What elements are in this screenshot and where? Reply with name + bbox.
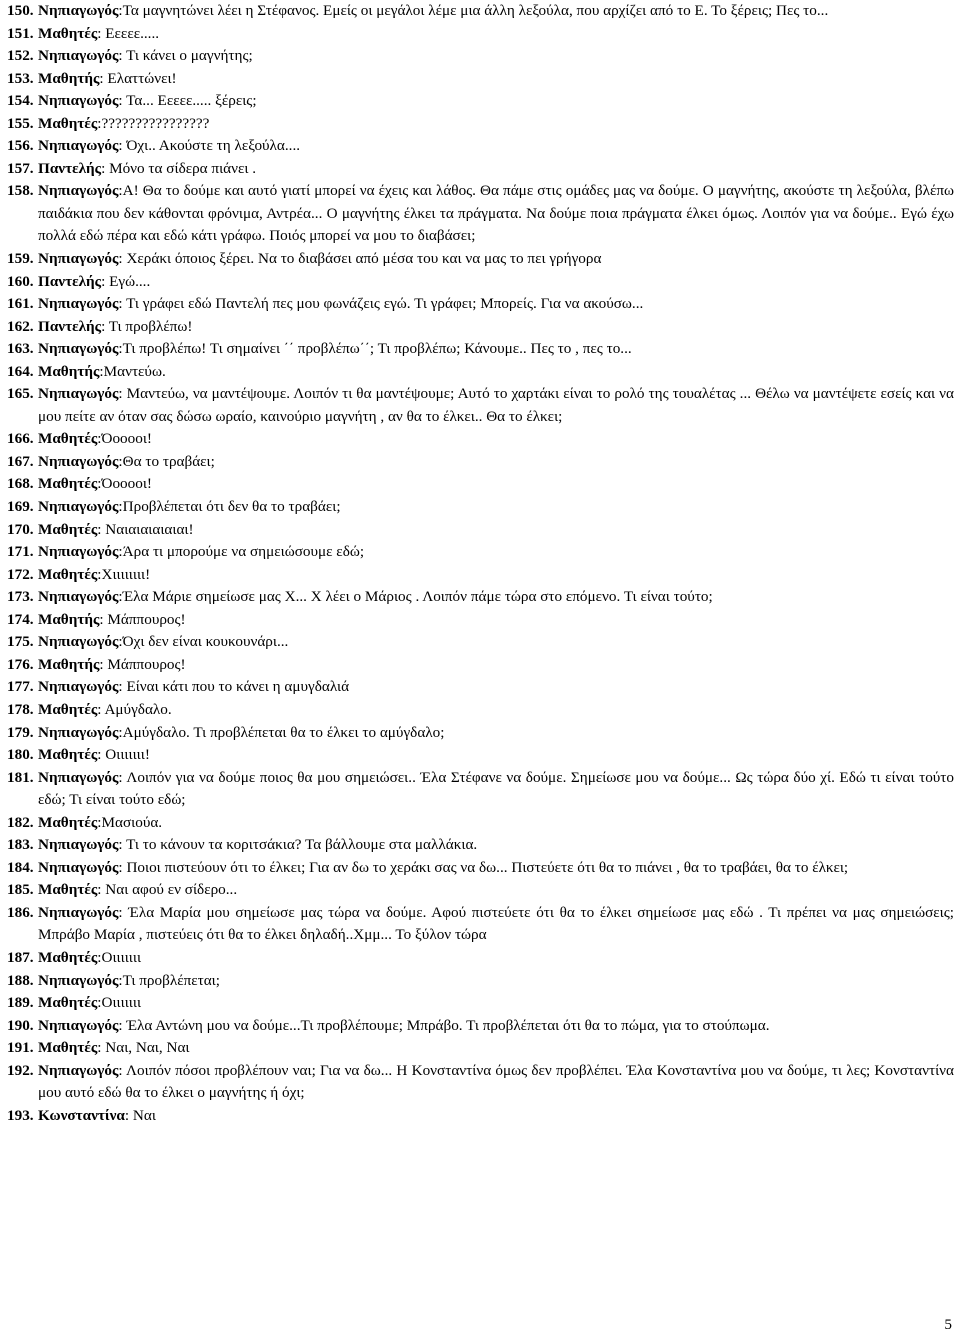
utterance-text: : Τι προβλέπω! bbox=[101, 317, 193, 335]
line-number: 170. bbox=[7, 520, 34, 538]
utterance-text: : Τα... Εεεεε..... ξέρεις; bbox=[118, 92, 257, 110]
speaker-name: Μαθητές bbox=[38, 1039, 98, 1057]
transcript-line bbox=[7, 45, 954, 68]
transcript-line bbox=[7, 564, 954, 587]
speaker-name: Παντελής bbox=[38, 272, 102, 290]
transcript-line bbox=[7, 293, 954, 316]
transcript-line bbox=[7, 135, 954, 158]
utterance-text: : Λοιπόν πόσοι προβλέπουν ναι; Για να δω... Η Κονσταντίνα όμως δεν προβλέπει. Έλα Κονσταντίνα μου να δούμε, τι λες; Κονσταντίνα μου αυτό εδώ θα το έλκει ο μαγνήτης ή όχι; bbox=[38, 1061, 954, 1102]
transcript-line bbox=[7, 970, 954, 993]
speaker-name: Μαθητές bbox=[38, 430, 98, 448]
line-number: 189. bbox=[7, 994, 34, 1012]
line-number: 172. bbox=[7, 565, 34, 583]
utterance-text: :Άρα τι μπορούμε να σημειώσουμε εδώ; bbox=[118, 543, 365, 561]
speaker-name: Νηπιαγωγός bbox=[38, 633, 119, 651]
line-number: 173. bbox=[7, 588, 34, 606]
transcript-line bbox=[7, 631, 954, 654]
transcript-line bbox=[7, 676, 954, 699]
speaker-name: Νηπιαγωγός bbox=[38, 1016, 119, 1034]
utterance-text: : Έλα Μαρία μου σημείωσε μας τώρα να δούμε. Αφού πιστεύετε ότι θα το έλκει σημείωσε μας εδώ . Τι πρέπει να μας σημειώσεις; Μπράβο Μαρία , πιστεύεις ότι θα το έλκει δηλαδή..Χμμ... Το ξύλον τώρα bbox=[38, 903, 954, 944]
utterance-text: : Ναι bbox=[124, 1106, 156, 1124]
line-number: 186. bbox=[7, 903, 34, 921]
transcript-line bbox=[7, 586, 954, 609]
speaker-name: Παντελής bbox=[38, 317, 102, 335]
transcript-line bbox=[7, 1037, 954, 1060]
line-number: 162. bbox=[7, 317, 34, 335]
transcript bbox=[7, 0, 954, 1127]
speaker-name: Νηπιαγωγός bbox=[38, 92, 119, 110]
utterance-text: :Όχι δεν είναι κουκουνάρι... bbox=[118, 633, 289, 651]
speaker-name: Μαθητές bbox=[38, 565, 98, 583]
speaker-name: Νηπιαγωγός bbox=[38, 1061, 119, 1079]
line-number: 174. bbox=[7, 610, 34, 628]
utterance-text: :Χιιιιιιιι! bbox=[97, 565, 151, 583]
transcript-line bbox=[7, 699, 954, 722]
line-number: 158. bbox=[7, 182, 34, 200]
utterance-text: :Μαντεύω. bbox=[99, 362, 166, 380]
utterance-text: :Έλα Μάριε σημείωσε μας Χ... Χ λέει ο Μάριος . Λοιπόν πάμε τώρα στο επόμενο. Τι είναι τούτο; bbox=[118, 588, 713, 606]
transcript-line bbox=[7, 361, 954, 384]
line-number: 151. bbox=[7, 24, 34, 42]
line-number: 161. bbox=[7, 295, 34, 313]
speaker-name: Μαθητές bbox=[38, 994, 98, 1012]
speaker-name: Μαθητής bbox=[38, 655, 100, 673]
line-number: 193. bbox=[7, 1106, 34, 1124]
line-number: 185. bbox=[7, 881, 34, 899]
speaker-name: Νηπιαγωγός bbox=[38, 678, 119, 696]
transcript-line bbox=[7, 68, 954, 91]
utterance-text: : Ναιαιαιαιαιαι! bbox=[97, 520, 194, 538]
transcript-line bbox=[7, 1060, 954, 1105]
speaker-name: Νηπιαγωγός bbox=[38, 452, 119, 470]
speaker-name: Νηπιαγωγός bbox=[38, 295, 119, 313]
transcript-line bbox=[7, 428, 954, 451]
speaker-name: Μαθητής bbox=[38, 610, 100, 628]
line-number: 160. bbox=[7, 272, 34, 290]
utterance-text: :Μασιούα. bbox=[97, 813, 163, 831]
speaker-name: Μαθητές bbox=[38, 881, 98, 899]
line-number: 183. bbox=[7, 836, 34, 854]
line-number: 188. bbox=[7, 971, 34, 989]
line-number: 159. bbox=[7, 250, 34, 268]
transcript-line bbox=[7, 812, 954, 835]
speaker-name: Μαθητές bbox=[38, 746, 98, 764]
line-number: 176. bbox=[7, 655, 34, 673]
page-number: 5 bbox=[944, 1316, 952, 1333]
line-number: 169. bbox=[7, 498, 34, 516]
transcript-line bbox=[7, 947, 954, 970]
transcript-line bbox=[7, 158, 954, 181]
line-number: 164. bbox=[7, 362, 34, 380]
utterance-text: : Εεεεε..... bbox=[97, 24, 160, 42]
transcript-line bbox=[7, 519, 954, 542]
speaker-name: Νηπιαγωγός bbox=[38, 2, 119, 19]
utterance-text: : Ναι, Ναι, Ναι bbox=[97, 1039, 190, 1057]
speaker-name: Νηπιαγωγός bbox=[38, 543, 119, 561]
transcript-line bbox=[7, 338, 954, 361]
speaker-name: Μαθητές bbox=[38, 114, 98, 132]
utterance-text: : Τι γράφει εδώ Παντελή πες μου φωνάζεις εγώ. Τι γράφει; Μπορείς. Για να ακούσω... bbox=[118, 295, 644, 313]
line-number: 156. bbox=[7, 137, 34, 155]
line-number: 171. bbox=[7, 543, 34, 561]
line-number: 182. bbox=[7, 813, 34, 831]
line-number: 177. bbox=[7, 678, 34, 696]
utterance-text: : Έλα Αντώνη μου να δούμε...Τι προβλέπουμε; Μπράβο. Τι προβλέπεται ότι θα το πώμα, για το στούπωμα. bbox=[118, 1016, 770, 1034]
speaker-name: Νηπιαγωγός bbox=[38, 340, 119, 358]
speaker-name: Μαθητές bbox=[38, 700, 98, 718]
transcript-line bbox=[7, 744, 954, 767]
transcript-line bbox=[7, 23, 954, 46]
utterance-text: :Α! Θα το δούμε και αυτό γιατί μπορεί να έχεις και λάθος. Θα πάμε στις ομάδες μας να δούμε. Ο μαγνήτης, ακούστε τη λεξούλα, βλέπω παιδάκια που δεν κάθονται φρόνιμα, Αντρέα... Ο μαγνήτης έλκει τα πράγματα. Να δούμε ποια πράγματα έλκει όμως. Λοιπόν για να δούμε.. Εγώ έχω πολλά εδώ πέρα και εδώ κάτι γράφω. Ποιός μπορεί να μου το διαβάσει; bbox=[38, 182, 954, 245]
transcript-line bbox=[7, 767, 954, 812]
utterance-text: : Αμύγδαλο. bbox=[97, 700, 172, 718]
utterance-text: : Όχι.. Ακούστε τη λεξούλα.... bbox=[118, 137, 301, 155]
transcript-line bbox=[7, 834, 954, 857]
transcript-line bbox=[7, 609, 954, 632]
speaker-name: Μαθητές bbox=[38, 475, 98, 493]
speaker-name: Νηπιαγωγός bbox=[38, 250, 119, 268]
utterance-text: : Τι κάνει ο μαγνήτης; bbox=[118, 47, 253, 65]
utterance-text: : Μάππουρος! bbox=[99, 610, 186, 628]
line-number: 168. bbox=[7, 475, 34, 493]
speaker-name: Νηπιαγωγός bbox=[38, 836, 119, 854]
speaker-name: Κωνσταντίνα bbox=[38, 1106, 125, 1124]
utterance-text: :Όοοοοι! bbox=[97, 430, 152, 448]
transcript-line bbox=[7, 879, 954, 902]
transcript-line bbox=[7, 473, 954, 496]
line-number: 190. bbox=[7, 1016, 34, 1034]
transcript-line bbox=[7, 316, 954, 339]
line-number: 153. bbox=[7, 69, 34, 87]
transcript-line bbox=[7, 902, 954, 947]
line-number: 181. bbox=[7, 768, 34, 786]
line-number: 180. bbox=[7, 746, 34, 764]
line-number: 166. bbox=[7, 430, 34, 448]
transcript-line bbox=[7, 857, 954, 880]
line-number: 175. bbox=[7, 633, 34, 651]
utterance-text: :Όοοοοι! bbox=[97, 475, 152, 493]
utterance-text: :Οιιιιιιι bbox=[97, 994, 142, 1012]
utterance-text: :Οιιιιιιι bbox=[97, 948, 142, 966]
speaker-name: Νηπιαγωγός bbox=[38, 137, 119, 155]
utterance-text: : Ποιοι πιστεύουν ότι το έλκει; Για αν δω το χεράκι σας να δω... Πιστεύετε ότι θα το πιάνει , θα το τραβάει, θα το έλκει; bbox=[118, 858, 849, 876]
transcript-line bbox=[7, 654, 954, 677]
utterance-text: : Είναι κάτι που το κάνει η αμυγδαλιά bbox=[118, 678, 350, 696]
speaker-name: Νηπιαγωγός bbox=[38, 971, 119, 989]
transcript-line bbox=[7, 383, 954, 428]
utterance-text: :Τι προβλέπεται; bbox=[118, 971, 220, 989]
transcript-line bbox=[7, 0, 954, 23]
line-number: 179. bbox=[7, 723, 34, 741]
transcript-line bbox=[7, 992, 954, 1015]
utterance-text: : Ελαττώνει! bbox=[99, 69, 177, 87]
speaker-name: Νηπιαγωγός bbox=[38, 768, 119, 786]
utterance-text: : Λοιπόν για να δούμε ποιος θα μου σημειώσει.. Έλα Στέφανε να δούμε. Σημείωσε μου να δούμε... Ως τώρα δύο χί. Εδώ τι είναι τούτο εδώ; Τι είναι τούτο εδώ; bbox=[38, 768, 954, 809]
utterance-text: : Χεράκι όποιος ξέρει. Να το διαβάσει από μέσα του και να μας το πει γρήγορα bbox=[118, 250, 602, 268]
utterance-text: : Μόνο τα σίδερα πιάνει . bbox=[101, 159, 257, 177]
speaker-name: Μαθητής bbox=[38, 69, 100, 87]
transcript-line bbox=[7, 541, 954, 564]
utterance-text: :Αμύγδαλο. Τι προβλέπεται θα το έλκει το αμύγδαλο; bbox=[118, 723, 445, 741]
speaker-name: Παντελής bbox=[38, 159, 102, 177]
transcript-line bbox=[7, 248, 954, 271]
speaker-name: Νηπιαγωγός bbox=[38, 182, 119, 200]
utterance-text: :Τα μαγνητώνει λέει η Στέφανος. Εμείς οι μεγάλοι λέμε μια άλλη λεξούλα, που αρχίζει από το Ε. Το ξέρεις; Πες το... bbox=[118, 2, 829, 19]
utterance-text: : Ναι αφού εν σίδερο... bbox=[97, 881, 238, 899]
utterance-text: : Εγώ.... bbox=[101, 272, 151, 290]
utterance-text: : Οιιιιιιι! bbox=[97, 746, 150, 764]
transcript-line bbox=[7, 90, 954, 113]
speaker-name: Μαθητές bbox=[38, 24, 98, 42]
transcript-line bbox=[7, 722, 954, 745]
speaker-name: Νηπιαγωγός bbox=[38, 498, 119, 516]
utterance-text: : Μαντεύω, να μαντέψουμε. Λοιπόν τι θα μαντέψουμε; Αυτό το χαρτάκι είναι το ρολό της τουαλέτας ... Θέλω να μαντέψετε εσείς και να μου πείτε αν όταν σας δώσω ωραίο, καινούριο μαγνήτη , αν θα το έλκει.. Θα το έλκει; bbox=[38, 385, 954, 425]
transcript-line bbox=[7, 113, 954, 136]
speaker-name: Μαθητές bbox=[38, 813, 98, 831]
utterance-text: :Θα το τραβάει; bbox=[118, 452, 215, 470]
speaker-name: Νηπιαγωγός bbox=[38, 385, 119, 403]
speaker-name: Νηπιαγωγός bbox=[38, 588, 119, 606]
line-number: 187. bbox=[7, 948, 34, 966]
speaker-name: Μαθητής bbox=[38, 362, 100, 380]
transcript-line bbox=[7, 1015, 954, 1038]
line-number: 184. bbox=[7, 858, 34, 876]
speaker-name: Μαθητές bbox=[38, 520, 98, 538]
speaker-name: Νηπιαγωγός bbox=[38, 858, 119, 876]
transcript-line bbox=[7, 451, 954, 474]
transcript-line bbox=[7, 496, 954, 519]
line-number: 157. bbox=[7, 159, 34, 177]
line-number: 163. bbox=[7, 340, 34, 358]
line-number: 150. bbox=[7, 2, 34, 19]
speaker-name: Νηπιαγωγός bbox=[38, 47, 119, 65]
speaker-name: Νηπιαγωγός bbox=[38, 723, 119, 741]
line-number: 192. bbox=[7, 1061, 34, 1079]
line-number: 155. bbox=[7, 114, 34, 132]
utterance-text: : Μάππουρος! bbox=[99, 655, 186, 673]
line-number: 165. bbox=[7, 385, 34, 403]
utterance-text: :Προβλέπεται ότι δεν θα το τραβάει; bbox=[118, 498, 341, 516]
utterance-text: : Τι το κάνουν τα κοριτσάκια? Τα βάλλουμε στα μαλλάκια. bbox=[118, 836, 478, 854]
speaker-name: Νηπιαγωγός bbox=[38, 903, 119, 921]
transcript-line bbox=[7, 1105, 954, 1128]
line-number: 152. bbox=[7, 47, 34, 65]
line-number: 178. bbox=[7, 700, 34, 718]
utterance-text: :???????????????? bbox=[97, 114, 210, 132]
line-number: 167. bbox=[7, 452, 34, 470]
line-number: 191. bbox=[7, 1039, 34, 1057]
utterance-text: :Τι προβλέπω! Τι σημαίνει ΄΄ προβλέπω΄΄; Τι προβλέπω; Κάνουμε.. Πες το , πες το... bbox=[118, 340, 632, 358]
line-number: 154. bbox=[7, 92, 34, 110]
transcript-line bbox=[7, 180, 954, 248]
speaker-name: Μαθητές bbox=[38, 948, 98, 966]
transcript-line bbox=[7, 271, 954, 294]
